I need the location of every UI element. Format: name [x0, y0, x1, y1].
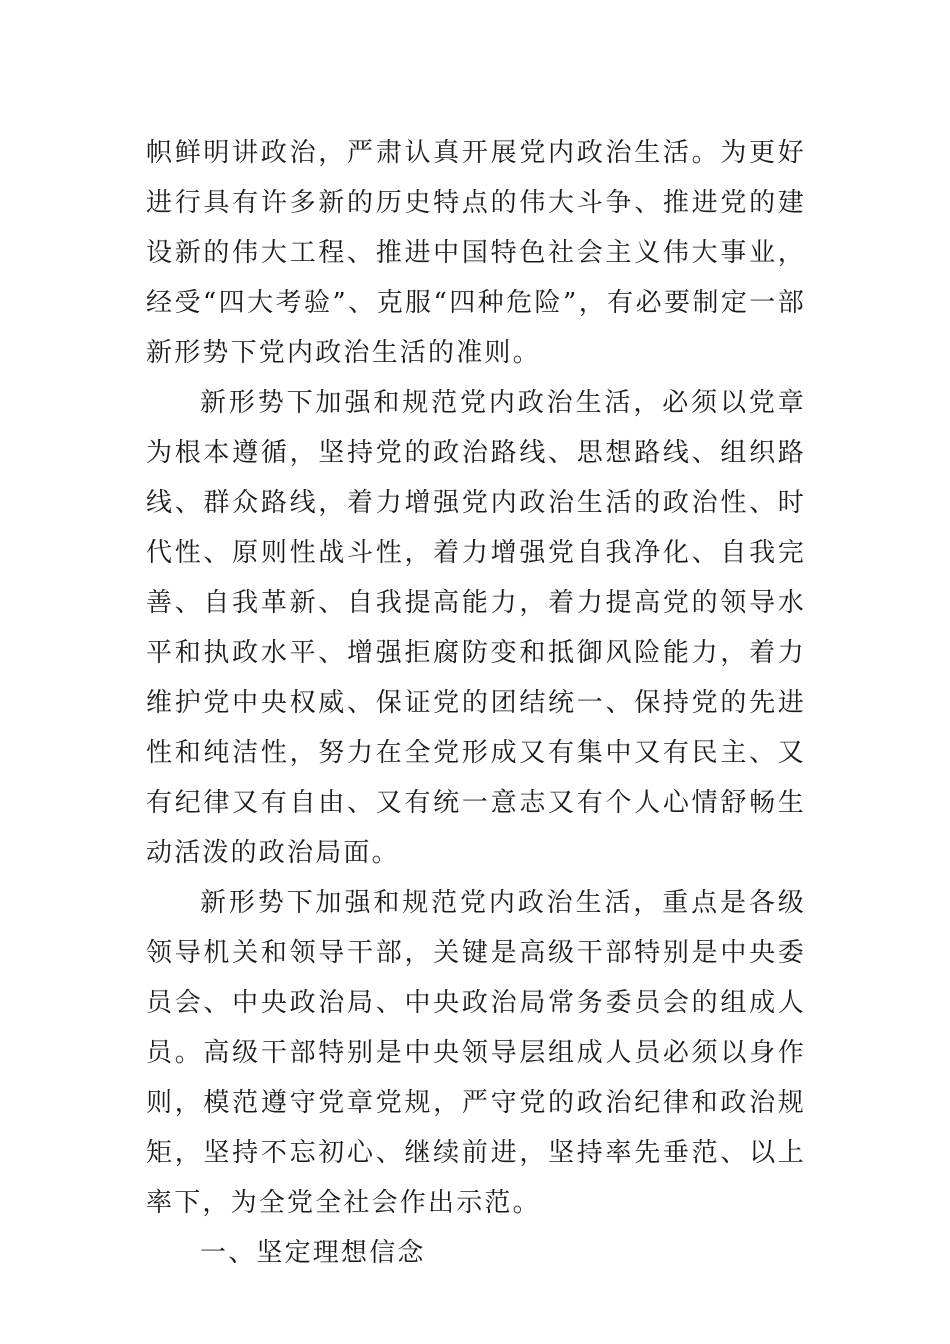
section-heading: 一、坚定理想信念 — [200, 1238, 426, 1268]
paragraph-continued: 帜鲜明讲政治，严肃认真开展党内政治生活。为更好进行具有许多新的历史特点的伟大斗争、推进党的建设新的伟大工程、推进中国特色社会主义伟大事业，经受“四大考验”、克服“四种危险”，有必要制定一部新形势下党内政治生活的准则。 — [146, 138, 806, 368]
paragraph-3: 新形势下加强和规范党内政治生活，重点是各级领导机关和领导干部，关键是高级干部特别是中央委员会、中央政治局、中央政治局常务委员会的组成人员。高级干部特别是中央领导层组成人员必须以身作则，模范遵守党章党规，严守党的政治纪律和政治规矩，坚持不忘初心、继续前进，坚持率先垂范、以上率下，为全党全社会作出示范。 — [146, 888, 806, 1218]
document-body — [146, 128, 806, 1278]
paragraph-2: 新形势下加强和规范党内政治生活，必须以党章为根本遵循，坚持党的政治路线、思想路线、组织路线、群众路线，着力增强党内政治生活的政治性、时代性、原则性战斗性，着力增强党自我净化、自我完善、自我革新、自我提高能力，着力提高党的领导水平和执政水平、增强拒腐防变和抵御风险能力，着力维护党中央权威、保证党的团结统一、保持党的先进性和纯洁性，努力在全党形成又有集中又有民主、又有纪律又有自由、又有统一意志又有个人心情舒畅生动活泼的政治局面。 — [146, 388, 806, 868]
